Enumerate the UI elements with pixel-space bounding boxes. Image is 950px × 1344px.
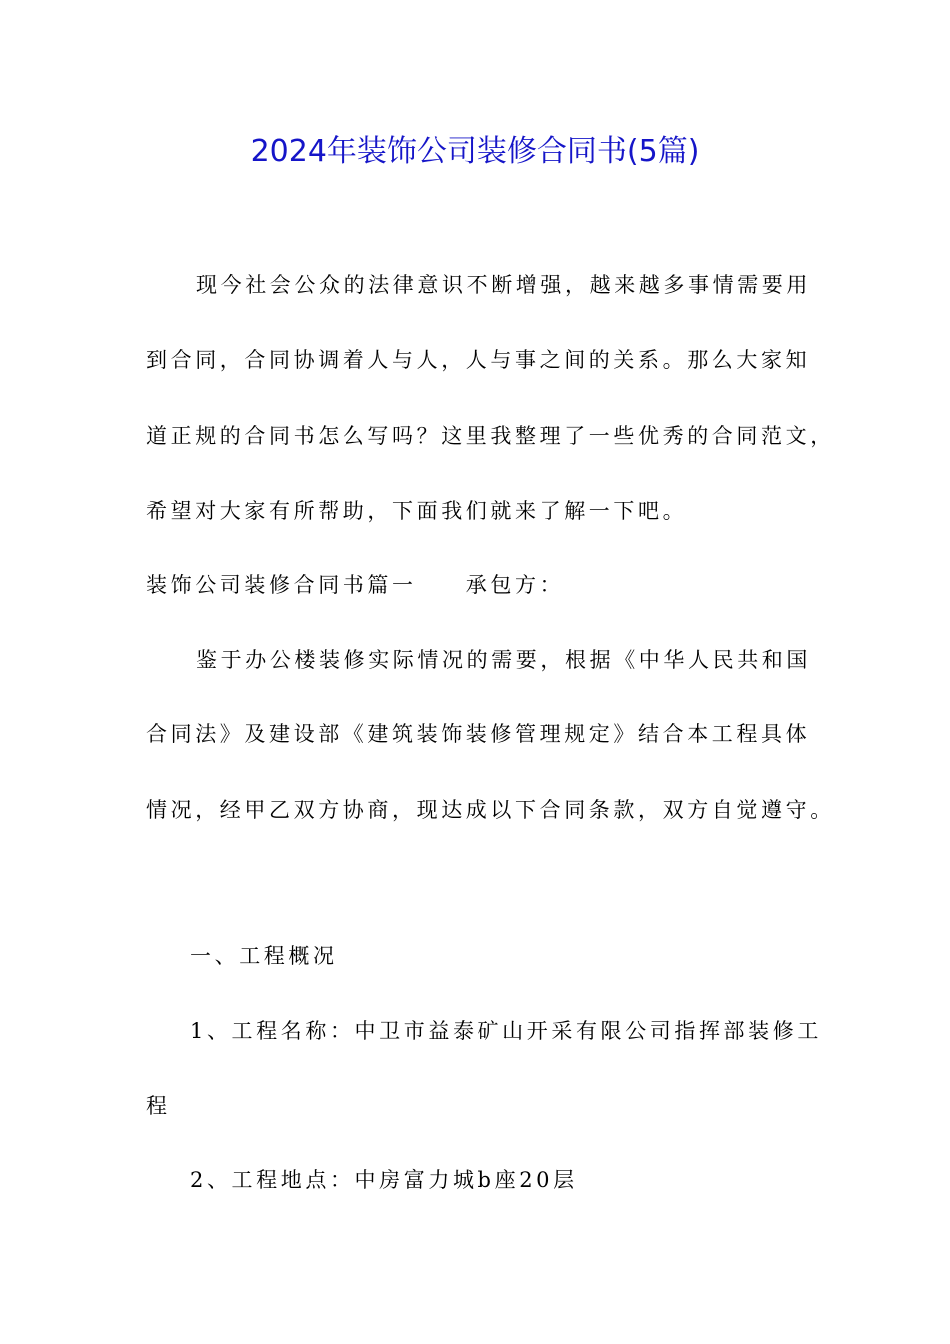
item-line-1: 1、工程名称：中卫市益泰矿山开采有限公司指挥部装修工 bbox=[190, 1019, 822, 1043]
item-line-2: 程 bbox=[146, 1094, 171, 1118]
clause-heading: 一、工程概况 bbox=[190, 944, 338, 968]
preamble-line-3: 情况，经甲乙双方协商，现达成以下合同条款，双方自觉遵守。 bbox=[146, 798, 835, 822]
intro-line-1: 现今社会公众的法律意识不断增强，越来越多事情需要用 bbox=[196, 273, 811, 297]
document-title: 2024年装饰公司装修合同书(5篇) bbox=[250, 134, 700, 169]
item-line-3: 2、工程地点：中房富力城b座20层 bbox=[190, 1168, 578, 1192]
preamble-line-2: 合同法》及建设部《建筑装饰装修管理规定》结合本工程具体 bbox=[146, 722, 811, 746]
intro-line-3: 道正规的合同书怎么写吗？这里我整理了一些优秀的合同范文， bbox=[146, 424, 835, 448]
intro-line-2: 到合同，合同协调着人与人，人与事之间的关系。那么大家知 bbox=[146, 348, 811, 372]
preamble-line-1: 鉴于办公楼装修实际情况的需要，根据《中华人民共和国 bbox=[196, 648, 811, 672]
intro-line-4: 希望对大家有所帮助，下面我们就来了解一下吧。 bbox=[146, 499, 688, 523]
section-heading: 装饰公司装修合同书篇一 承包方： bbox=[146, 573, 565, 597]
